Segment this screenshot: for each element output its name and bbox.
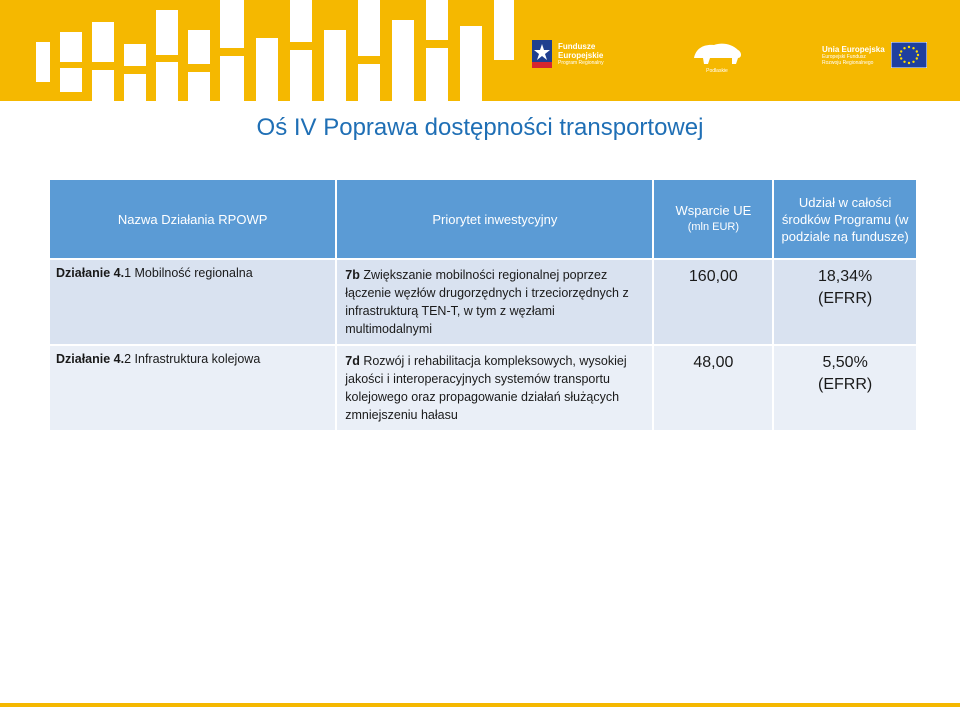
measure-name-bold: Działanie 4. [56, 352, 125, 366]
col-header-measure: Nazwa Działania RPOWP [49, 179, 336, 259]
support-cell [653, 345, 773, 431]
decor-block [290, 50, 312, 101]
measure-name-cell [49, 259, 336, 345]
decor-block [60, 32, 82, 62]
decor-block [92, 22, 114, 62]
decor-block [92, 70, 114, 101]
support-header-line2: (mln EUR) [687, 221, 740, 233]
share-value: 5,50% [822, 354, 868, 371]
eu-funds-logo [532, 40, 604, 68]
priority-code: 7d [345, 354, 360, 368]
decor-block [156, 62, 178, 101]
logo1-sub: Program Regionalny [558, 60, 604, 66]
decor-block [36, 42, 50, 82]
support-header-line1: Wsparcie UE [675, 203, 752, 218]
support-value: 48,00 [693, 354, 734, 371]
decor-block [392, 20, 414, 101]
support-cell [653, 259, 773, 345]
table-row [49, 345, 917, 431]
decor-block [358, 64, 380, 101]
logo1-line1: Fundusze [558, 42, 596, 51]
decor-block [358, 0, 380, 56]
decor-block [124, 44, 146, 66]
decor-block [324, 30, 346, 101]
decor-block [256, 38, 278, 101]
priority-text: Rozwój i rehabilitacja kompleksowych, wysokiej jakości i interoperacyjnych systemów transportu kolejowego oraz propagowanie działań służących zmniejszeniu hałasu [345, 354, 627, 422]
measure-name-rest: 2 Infrastruktura kolejowa [124, 352, 261, 366]
logo2-label: Podlaskie [706, 68, 728, 74]
fund-label: (EFRR) [818, 376, 873, 393]
podlaskie-logo [690, 40, 744, 74]
col-header-support [653, 179, 773, 259]
priority-code: 7b [345, 268, 360, 282]
logo3-sub2: Rozwoju Regionalnego [822, 59, 874, 66]
logo3-line1: Unia Europejska [822, 44, 885, 54]
page-title: Oś IV Poprawa dostępności transportowej [256, 114, 704, 141]
decor-block [460, 26, 482, 101]
priority-cell [336, 259, 653, 345]
decor-block [220, 56, 244, 101]
decor-block [290, 0, 312, 42]
measure-name-rest: 1 Mobilność regionalna [124, 266, 253, 280]
fund-label: (EFRR) [818, 290, 873, 307]
measures-table [48, 178, 918, 432]
footer-line [0, 703, 960, 707]
share-cell [773, 259, 917, 345]
measure-name-bold: Działanie 4. [56, 266, 125, 280]
table-header-row [49, 179, 917, 259]
support-value: 160,00 [688, 268, 738, 285]
decor-block [188, 30, 210, 64]
decor-block [156, 10, 178, 55]
col-header-priority: Priorytet inwestycyjny [336, 179, 653, 259]
eu-flag-icon [891, 42, 927, 68]
col-header-share: Udział w całości środków Programu (w podziale na fundusze) [773, 179, 917, 259]
decor-block [60, 68, 82, 92]
measure-name-cell [49, 345, 336, 431]
decor-block [124, 74, 146, 101]
share-cell [773, 345, 917, 431]
decor-block [426, 48, 448, 101]
header-banner [0, 0, 960, 101]
logo1-line2: Europejskie [558, 51, 604, 60]
bison-icon [690, 40, 744, 66]
decor-block [220, 0, 244, 48]
decor-block [188, 72, 210, 101]
table-row [49, 259, 917, 345]
eu-logo [822, 42, 927, 68]
priority-text: Zwiększanie mobilności regionalnej poprzez łączenie węzłów drugorzędnych i trzeciorzędnych z infrastrukturą TEN-T, w tym z węzłami multimodalnymi [345, 268, 629, 336]
share-value: 18,34% [817, 268, 873, 285]
priority-cell [336, 345, 653, 431]
decor-block [426, 0, 448, 40]
decor-block [494, 0, 514, 60]
eu-funds-star-icon [532, 40, 552, 68]
logo3-sub1: Europejski Fundusz [822, 53, 866, 60]
